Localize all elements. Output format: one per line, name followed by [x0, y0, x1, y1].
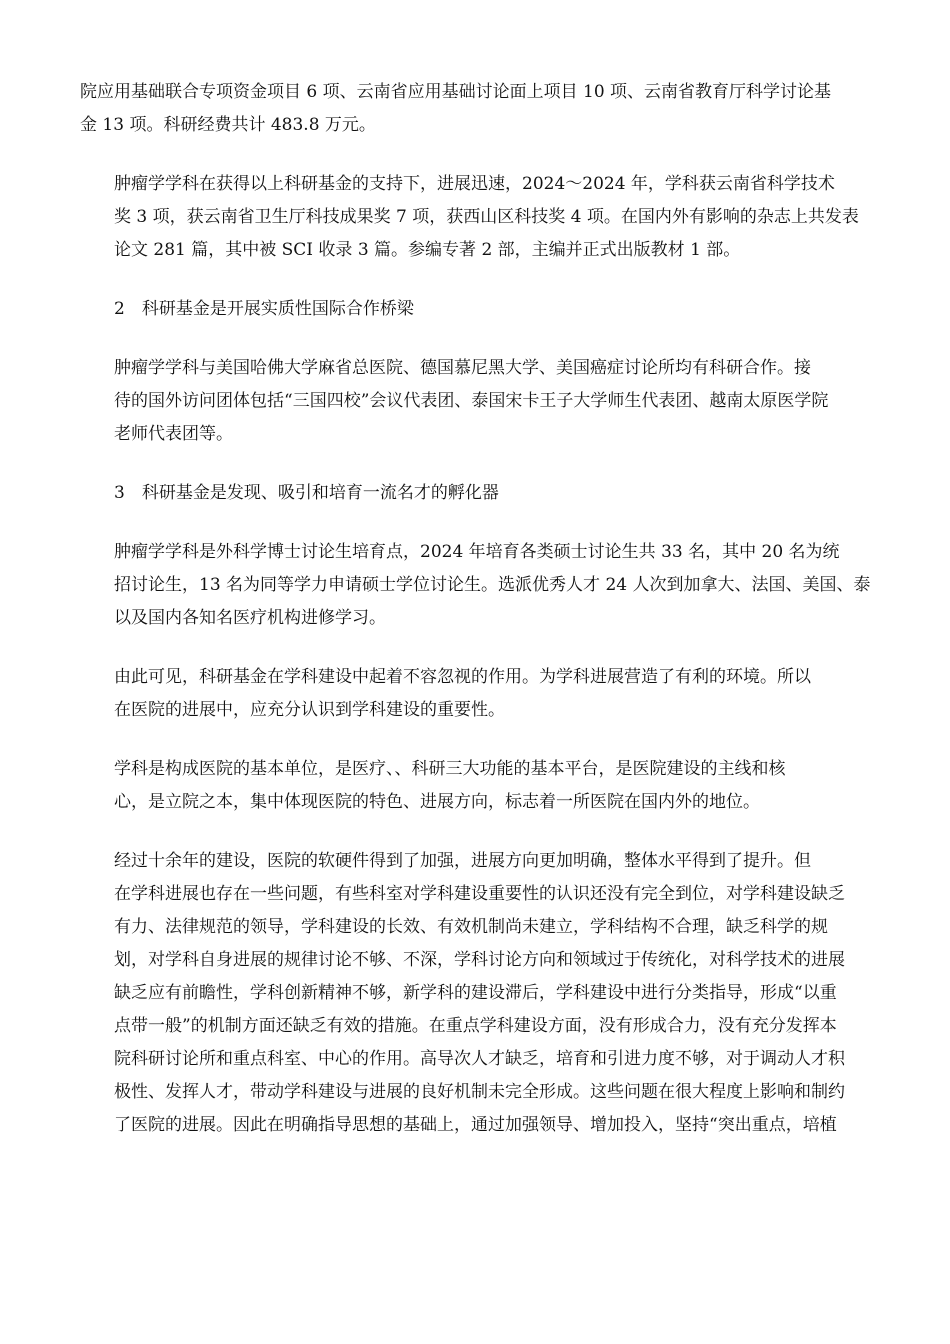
paragraph: [80, 76, 870, 142]
text-line: 肿瘤学学科在获得以上科研基金的支持下，进展迅速，2024～2024 年，学科获云南省科学技术: [114, 174, 835, 194]
text-line: 划，对学科自身进展的规律讨论不够、不深，学科讨论方向和领域过于传统化，对科学技术的进展: [114, 950, 845, 970]
text-line: 极性、发挥人才，带动学科建设与进展的良好机制未完全形成。这些问题在很大程度上影响和制约: [114, 1082, 845, 1102]
text-line: 缺乏应有前瞻性，学科创新精神不够，新学科的建设滞后，学科建设中进行分类指导，形成“以重: [114, 983, 837, 1003]
paragraph: [80, 536, 870, 635]
paragraph: [80, 845, 870, 1142]
text-line: 了医院的进展。因此在明确指导思想的基础上，通过加强领导、增加投入，坚持“突出重点，培植: [114, 1115, 837, 1135]
text-line: 心，是立院之本，集中体现医院的特色、进展方向，标志着一所医院在国内外的地位。: [114, 792, 760, 812]
text-line: 在医院的进展中，应充分认识到学科建设的重要性。: [114, 700, 505, 720]
paragraph: [80, 168, 870, 267]
text-line: 院应用基础联合专项资金项目 6 项、云南省应用基础讨论面上项目 10 项、云南省教育厅科学讨论基: [80, 82, 832, 102]
paragraph: [80, 753, 870, 819]
text-line: 在学科进展也存在一些问题，有些科室对学科建设重要性的认识还没有完全到位，对学科建设缺乏: [114, 884, 845, 904]
paragraph: [80, 661, 870, 727]
section-heading: [80, 477, 870, 510]
text-line: 有力、法律规范的领导，学科建设的长效、有效机制尚未建立，学科结构不合理，缺乏科学的规: [114, 917, 828, 937]
text-line: 肿瘤学学科与美国哈佛大学麻省总医院、德国慕尼黑大学、美国癌症讨论所均有科研合作。接: [114, 358, 811, 378]
text-line: 经过十余年的建设，医院的软硬件得到了加强，进展方向更加明确，整体水平得到了提升。但: [114, 851, 811, 871]
text-line: 以及国内各知名医疗机构进修学习。: [114, 608, 386, 628]
section-heading: [80, 293, 870, 326]
text-line: 院科研讨论所和重点科室、中心的作用。高导次人才缺乏，培育和引进力度不够，对于调动人才积: [114, 1049, 845, 1069]
text-line: 招讨论生，13 名为同等学力申请硕士学位讨论生。选派优秀人才 24 人次到加拿大、法国、美国、泰: [114, 575, 871, 595]
text-line: 3 科研基金是发现、吸引和培育一流名才的孵化器: [114, 483, 499, 503]
text-line: 老师代表团等。: [114, 424, 233, 444]
text-line: 待的国外访问团体包括“三国四校”会议代表团、泰国宋卡王子大学师生代表团、越南太原医学院: [114, 391, 829, 411]
text-line: 由此可见，科研基金在学科建设中起着不容忽视的作用。为学科进展营造了有利的环境。所以: [114, 667, 811, 687]
text-line: 金 13 项。科研经费共计 483.8 万元。: [80, 115, 376, 135]
text-line: 学科是构成医院的基本单位，是医疗、、科研三大功能的基本平台，是医院建设的主线和核: [114, 759, 786, 779]
text-line: 肿瘤学学科是外科学博士讨论生培育点，2024 年培育各类硕士讨论生共 33 名，其中 20 名为统: [114, 542, 840, 562]
text-line: 2 科研基金是开展实质性国际合作桥梁: [114, 299, 414, 319]
text-line: 论文 281 篇，其中被 SCI 收录 3 篇。参编专著 2 部，主编并正式出版教材 1 部。: [114, 240, 741, 260]
text-line: 点带一般”的机制方面还缺乏有效的措施。在重点学科建设方面，没有形成合力，没有充分发挥本: [114, 1016, 837, 1036]
text-line: 奖 3 项，获云南省卫生厅科技成果奖 7 项，获西山区科技奖 4 项。在国内外有影响的杂志上共发表: [114, 207, 859, 227]
paragraph: [80, 352, 870, 451]
body-text: [80, 76, 870, 1168]
